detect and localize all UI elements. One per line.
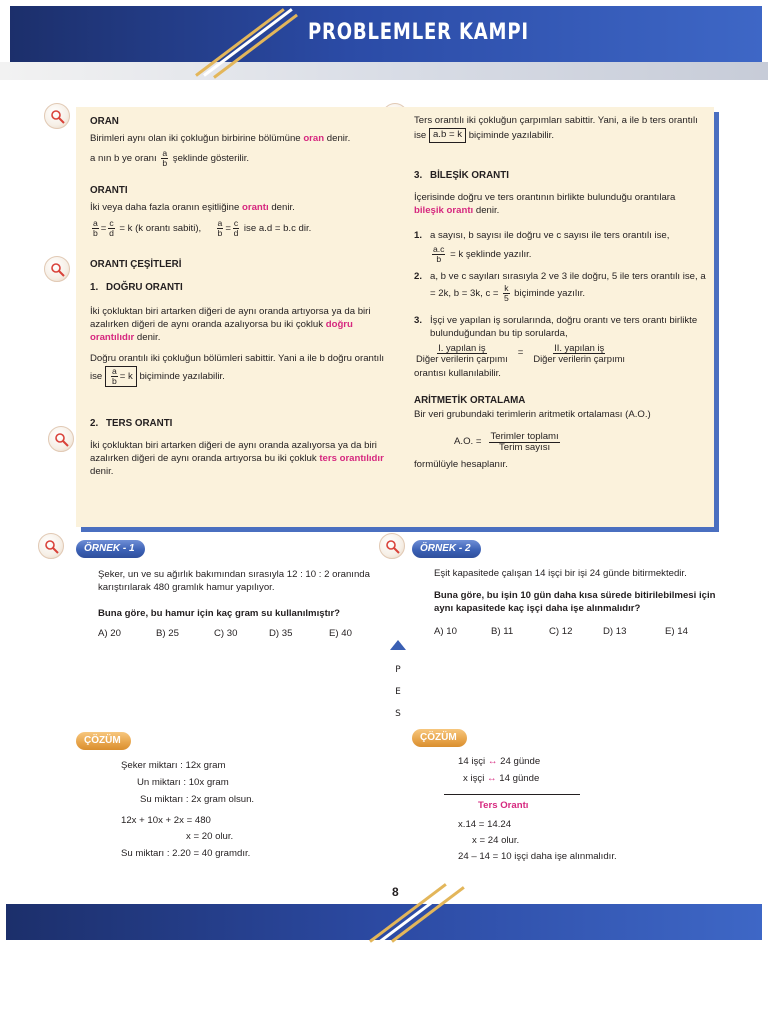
oranti-definition: İki veya daha fazla oranın eşitliğine orantı denir. xyxy=(90,202,295,214)
ters-oranti-definition: İki çokluktan biri artarken diğeri de aynı oranda azalıyorsa ya da biri azalırken diğeri de aynı oranda artıyorsa bu iki çokluk ters orantılıdır denir. xyxy=(90,439,384,477)
example-2-choices xyxy=(434,626,705,639)
choice-d[interactable]: D) 13 xyxy=(603,626,627,637)
solution-badge-2: ÇÖZÜM xyxy=(412,729,467,747)
keyword-dogru-orantilidir: doğru orantılıdır xyxy=(90,318,353,343)
header-grey-band xyxy=(0,62,768,80)
section-heading-oranti: ORANTI xyxy=(90,185,128,197)
arrow-icon: ↔ xyxy=(487,756,498,767)
footer-bar xyxy=(6,904,762,940)
choice-b[interactable]: B) 25 xyxy=(156,628,179,639)
choice-e[interactable]: E) 40 xyxy=(329,628,352,639)
choice-b[interactable]: B) 11 xyxy=(491,626,514,637)
choice-d[interactable]: D) 35 xyxy=(269,628,293,639)
ters-oranti-property: Ters orantılı iki çokluğun çarpımları sabittir. Yani, a ile b ters orantılı ise a.b = k biçiminde yazılabilir. xyxy=(414,115,698,141)
solution-2-divider xyxy=(444,794,580,795)
solution-2-row: 14 işçi ↔ 24 günde xyxy=(458,756,541,767)
side-brand: P E S xyxy=(390,640,406,720)
example-2-question: Buna göre, bu işin 10 gün daha kısa sürede bitirilebilmesi için aynı kapasitede kaç işçi daha işe alınmalıdır? xyxy=(434,590,716,614)
oran-notation: a nın b ye oranı $\frac{a}{b}$ şeklinde gösterilir. xyxy=(90,148,250,169)
solution-1-line: Su miktarı : 2x gram olsun. xyxy=(140,794,255,805)
mountain-icon xyxy=(390,640,406,650)
search-icon[interactable] xyxy=(48,426,74,452)
solution-1-line: Su miktarı : 2.20 = 40 gramdır. xyxy=(121,848,251,859)
solution-2-ters-oranti-label: Ters Orantı xyxy=(478,800,529,811)
choice-e[interactable]: E) 14 xyxy=(665,626,688,637)
example-1-question: Buna göre, bu hamur için kaç gram su kullanılmıştır? xyxy=(98,608,341,619)
bilesik-oranti-definition: İçerisinde doğru ve ters orantının birlikte bulunduğu orantılara bileşik orantı denir. xyxy=(414,192,676,217)
solution-1-line: x = 20 olur. xyxy=(186,831,234,842)
search-icon[interactable] xyxy=(44,256,70,282)
section-heading-aritmetik-ortalama: ARİTMETİK ORTALAMA xyxy=(414,395,526,407)
example-1-choices xyxy=(98,628,369,641)
isci-formula: $\frac{\text{I. yapılan iş}}{\text{Diğer verilerin çarpımı}}$ = $\frac{\text{II. yapılan iş}}{\text{Diğer verilerin çarpımı}}$ xyxy=(416,341,626,364)
example-badge-1: ÖRNEK - 1 xyxy=(76,540,145,558)
dogru-oranti-property: Doğru orantılı iki çokluğun bölümleri sabittir. Yani a ile b doğru orantılı ise $\frac{a}{b}$ = k biçiminde yazılabilir. xyxy=(90,352,385,386)
choice-a[interactable]: A) 20 xyxy=(98,628,121,639)
dogru-oranti-definition: İki çokluktan biri artarken diğeri de aynı oranda artıyorsa ya da biri azalırken diğeri de aynı oranda azalıyorsa bu iki çokluk doğru orantılıdır denir. xyxy=(90,305,371,343)
choice-c[interactable]: C) 30 xyxy=(214,628,238,639)
search-icon[interactable] xyxy=(38,533,64,559)
example-badge-2: ÖRNEK - 2 xyxy=(412,540,481,558)
search-icon[interactable] xyxy=(44,103,70,129)
bilesik-item-1: 1. a sayısı, b sayısı ile doğru ve c sayısı ile ters orantılı ise, $\frac{a.c}{b}$ = k şeklinde yazılır. xyxy=(414,229,670,264)
page-title: PROBLEMLER KAMPI xyxy=(308,20,529,45)
solution-1-line: Un miktarı : 10x gram xyxy=(137,777,229,788)
page-header xyxy=(0,0,768,80)
keyword-ters-orantilidir: ters orantılıdır xyxy=(319,452,384,464)
solution-2-row: x işçi ↔ 14 günde xyxy=(463,773,540,784)
subheading-ters-oranti: 2. TERS ORANTI xyxy=(90,417,173,429)
subheading-bilesik-oranti: 3. BİLEŞİK ORANTI xyxy=(414,169,509,181)
search-icon[interactable] xyxy=(379,533,405,559)
solution-badge-1: ÇÖZÜM xyxy=(76,732,131,750)
example-2-text: Eşit kapasitede çalışan 14 işçi bir işi 24 günde bitirmektedir. xyxy=(434,568,687,579)
fraction-a-over-b: $\frac{a}{b}$ xyxy=(162,148,168,169)
info-panel xyxy=(76,107,714,527)
solution-2-line: x = 24 olur. xyxy=(472,835,520,846)
boxed-formula: a.b = k xyxy=(429,128,466,143)
section-heading-oran: ORAN xyxy=(90,116,119,127)
oranti-formula: $\frac{a}{b}$ = $\frac{c}{d}$ = k (k orantı sabiti), $\frac{a}{b}$ = $\frac{c}{d}$ ise a.d = b.c dir. xyxy=(93,218,312,239)
keyword-oranti: orantı xyxy=(242,202,269,214)
section-heading-oranti-cesitleri: ORANTI ÇEŞİTLERİ xyxy=(90,259,182,271)
example-1-text: Şeker, un ve su ağırlık bakımından sırasıyla 12 : 10 : 2 oranında karıştırılarak 480 gramlık hamur yapılıyor. xyxy=(98,569,370,593)
page-number: 8 xyxy=(392,885,399,899)
page-footer xyxy=(0,888,768,948)
choice-c[interactable]: C) 12 xyxy=(549,626,573,637)
panel-left-column xyxy=(90,115,390,479)
solution-2-line: x.14 = 14.24 xyxy=(458,819,512,830)
solution-2-line: 24 – 14 = 10 işçi daha işe alınmalıdır. xyxy=(458,851,617,862)
solution-1-line: Şeker miktarı : 12x gram xyxy=(121,760,226,771)
ao-definition: Bir veri grubundaki terimlerin aritmetik ortalaması (A.O.) xyxy=(414,408,651,420)
bilesik-item-3: 3. İşçi ve yapılan iş sorularında, doğru orantı ve ters orantı birlikte bulunduğundan bu tip sorularda, xyxy=(414,314,698,339)
panel-right-column: Ters orantılı iki çokluğun çarpımları sabittir. Yani, a ile b ters orantılı ise a.b = k biçiminde yazılabilir. 3. BİLEŞİK ORANTI İçerisinde doğru ve ters orantının birlikte bulunduğu orantılara bileşik orantı denir. 1. a sayısı, b sayısı ile doğru ve c sayısı ile ters orantılı ise, $\frac{a.c}{b}$ = k şeklinde yazılır. 2. a, b ve c sayıları sırasıyla 2 ve 3 ile doğru, 5 ile ters orantılı ise, a = 2k, b = 3k, c = $\frac{k}{5}$ biçiminde yazılır. 3. İşçi ve yapılan iş sorularında, doğru orantı ve ters orantı birlikte bulunduğundan bu tip sorularda, $\frac{\text{I. yapılan iş}}{\text{Diğer verilerin çarpımı}}$ = $\frac{\text{II. yapılan iş}}{\text{Diğer verilerin çarpımı}}$ orantısı kullanılabilir. ARİTMETİK ORTALAMA Bir veri grubundaki terimlerin aritmetik ortalaması (A.O.) A.O. = $\frac{\text{Terimler toplamı}}{\text{Terim sayısı}}$ formülüyle hesaplanır. xyxy=(414,115,706,470)
oran-definition: Birimleri aynı olan iki çokluğun birbirine bölümüne oran denir. xyxy=(90,133,351,145)
keyword-oran: oran xyxy=(303,133,325,145)
subheading-dogru-oranti: 1. DOĞRU ORANTI xyxy=(90,281,183,293)
bilesik-item-2: 2. a, b ve c sayıları sırasıyla 2 ve 3 ile doğru, 5 ile ters orantılı ise, a = 2k, b = 3k, c = $\frac{k}{5}$ biçiminde yazılır. xyxy=(414,270,706,303)
arrow-icon: ↔ xyxy=(487,773,497,784)
keyword-bilesik-oranti: bileşik orantı xyxy=(414,205,474,217)
solution-1-line: 12x + 10x + 2x = 480 xyxy=(121,815,211,826)
choice-a[interactable]: A) 10 xyxy=(434,626,457,637)
boxed-formula: $\frac{a}{b}$ = k xyxy=(105,366,137,387)
ao-formula: A.O. = $\frac{\text{Terimler toplamı}}{\text{Terim sayısı}}$ xyxy=(454,430,559,453)
